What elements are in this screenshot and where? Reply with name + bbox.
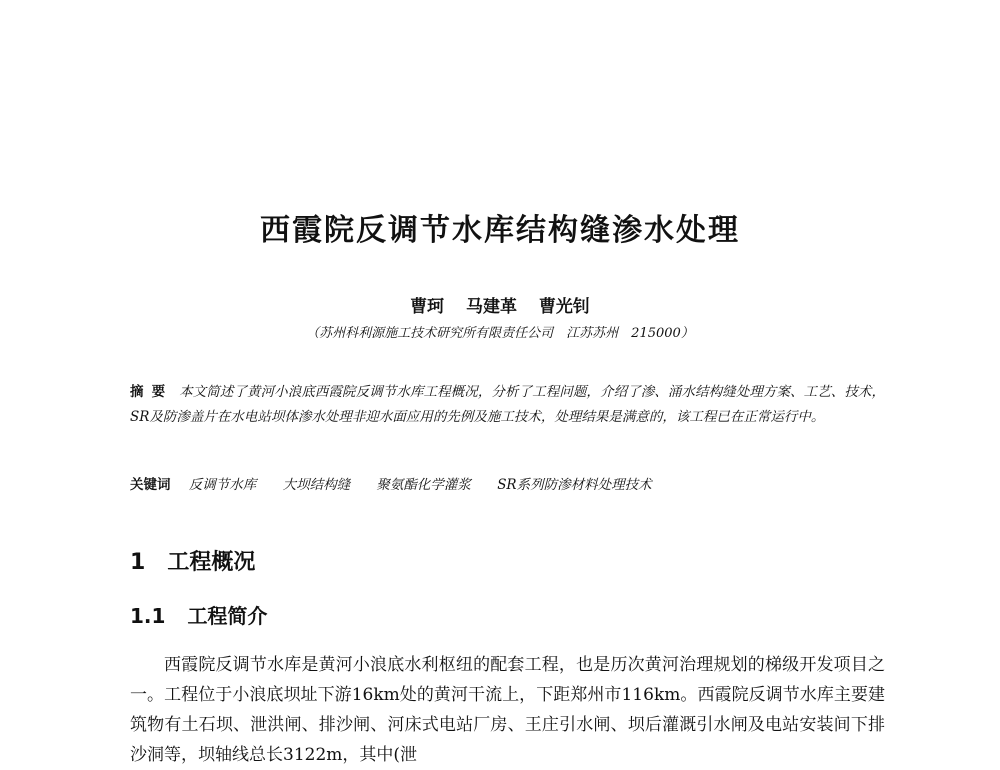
section-heading <box>130 545 255 576</box>
abstract-text: 本文简述了黄河小浪底西霞院反调节水库工程概况，分析了工程问题，介绍了渗、涌水结构缝处理方案、工艺、技术，SR及防渗盖片在水电站坝体渗水处理非迎水面应用的先例及施工技术，处理结果是满意的，该工程已在正常运行中。 <box>130 384 886 425</box>
author-list <box>0 292 1000 317</box>
author-name: 马建革 <box>466 297 517 317</box>
abstract-label: 摘要 <box>130 384 174 400</box>
keyword-item: 大坝结构缝 <box>282 477 351 493</box>
author-affiliation: （苏州科利源施工技术研究所有限责任公司 江苏苏州 215000） <box>306 326 694 341</box>
subsection-heading <box>130 600 267 629</box>
paper-title: 西霞院反调节水库结构缝渗水处理 <box>260 213 740 248</box>
section-title: 工程概况 <box>167 550 256 575</box>
author-name: 曹光钊 <box>538 297 590 317</box>
subsection-number: 1.1 <box>130 604 166 628</box>
keywords <box>130 473 674 493</box>
author-name: 曹珂 <box>410 297 445 317</box>
section-number: 1 <box>130 550 146 575</box>
keyword-item: 反调节水库 <box>188 477 257 493</box>
subsection-title: 工程简介 <box>187 604 268 628</box>
keyword-item: SR系列防渗材料处理技术 <box>497 477 652 493</box>
keyword-item: 聚氨酯化学灌浆 <box>376 477 471 493</box>
body-paragraph: 西霞院反调节水库是黄河小浪底水利枢纽的配套工程，也是历次黄河治理规划的梯级开发项目之一。工程位于小浪底坝址下游16km处的黄河干流上，下距郑州市116km。西霞院反调节水库主要建筑物有土石坝、泄洪闸、排沙闸、河床式电站厂房、王庄引水闸、坝后灌溉引水闸及电站安装间下排沙洞等，坝轴线总长3122m，其中(泄 <box>130 655 885 765</box>
keywords-label: 关键词 <box>130 477 171 493</box>
abstract <box>130 380 885 430</box>
